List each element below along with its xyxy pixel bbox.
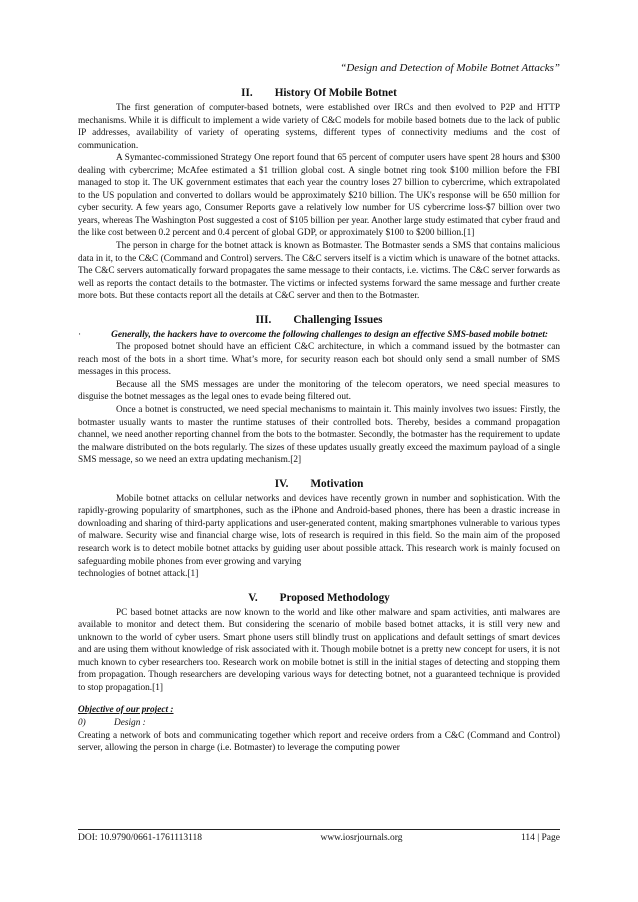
section-methodology (78, 591, 560, 695)
section-number: V. (248, 591, 258, 604)
section-heading (78, 313, 560, 327)
paragraph: technologies of botnet attack.[1] (78, 569, 199, 580)
objective-title: Objective of our project : (78, 705, 174, 716)
paragraph: Once a botnet is constructed, we need special mechanisms to maintain it. This mainly involves two issues: Firstly, the botmaster usually wants to master the runtime statuses of their controlled bots. Thereby, besides a command propagation channel, we need another reporting channel from the bots to the botmaster. Secondly, the botmaster has the requirement to update the malware distributed on the bots regularly. The sizes of these updates usually greatly exceed the maximum payload of a single SMS message, so we need an extra updating mechanism.[2] (78, 405, 560, 466)
section-title: Motivation (310, 477, 364, 490)
paragraph: The proposed botnet should have an efficient C&C architecture, in which a command issued by the botmaster can reach most of the bots in a short time. What’s more, for security reason each bot should only send a small number of SMS messages in this process. (78, 342, 560, 378)
paragraph: Creating a network of bots and communicating together which report and receive orders from a C&C (Command and Control) server, allowing the person in charge (i.e. Botmaster) to leverage the computing power (78, 730, 560, 754)
paragraph: PC based botnet attacks are now known to the world and like other malware and spam activities, anti malwares are available to monitor and detect them. But considering the scenario of mobile based botnet attacks, it is still very new and unknown to the world of cyber users. Smart phone users still blindly trust on applications and default settings of smart devices and are using them without knowledge of risk associated with it. Though mobile botnet is a pretty new concept for users, it is not much known to cyber researchers too. Research work on mobile botnet is still in the initial stages of detecting and stopping them from propagation. Though researchers are developing various ways for detecting botnet, not a guaranteed technique is provided to stop propagation.[1] (78, 607, 560, 693)
section-objective (78, 704, 560, 754)
paragraph: Because all the SMS messages are under the monitoring of the telecom operators, we need special measures to disguise the botnet messages as the legal ones to evade being filtered out. (78, 379, 560, 403)
section-title: Proposed Methodology (279, 591, 390, 604)
section-challenges (78, 313, 560, 467)
lead-text: Generally, the hackers have to overcome the following challenges to design an effective SMS-based mobile botnet: (111, 329, 549, 340)
page-footer (78, 829, 560, 843)
item-label: Design : (114, 717, 146, 728)
section-title: History Of Mobile Botnet (274, 87, 397, 99)
section-heading (78, 591, 560, 605)
objective-item (78, 717, 560, 730)
section-number: IV. (274, 477, 289, 490)
paragraph: Mobile botnet attacks on cellular networks and devices have recently grown in number and sophistication. With the rapidly-growing popularity of smartphones, such as the iPhone and Android-based phones, there has been a drastic increase in downloading and sharing of third-party applications and user-generated content, making smartphones vulnerable to various types of malware. Security wise and financial charge wise, lots of research is required in this field. So the main aim of the proposed research work is to detect mobile botnet attacks by guiding user about possible attack. This research work is mainly focused on safeguarding mobile phones from ever growing and varying (78, 493, 560, 567)
journal-site: www.iosrjournals.org (320, 833, 403, 843)
paragraph: The first generation of computer-based botnets, were established over IRCs and then evolved to P2P and HTTP mechanisms. While it is difficult to implement a wide variety of C&C models for mobile based botnets due to the lack of public IP addresses, availability of variety of operating systems, different types of connectivity mediums and the cost of communication. (78, 103, 560, 151)
page (78, 0, 560, 902)
section-title: Challenging Issues (293, 313, 383, 326)
article-body (78, 86, 560, 755)
section-heading (78, 477, 560, 491)
running-head: “Design and Detection of Mobile Botnet Attacks” (340, 62, 560, 74)
paragraph: A Symantec-commissioned Strategy One report found that 65 percent of computer users have spent 28 hours and $300 dealing with cybercrime; McAfee estimated a $1 trillion global cost. A single botnet ring took $100 million before the FBI managed to stop it. The UK government estimates that each year the country loses 27 billion to cybercrime, which extrapolated to the US population and converted to dollars would be approximately $210 billion. The UK's response will be 650 million for cyber security. A few years ago, Consumer Reports gave a relatively low number for US cybercrime loss-$7 billion over two years, whereas The Washington Post suggested a cost of $105 billion per year. Another large study estimated that cyber fraud and the like cost between 0.2 percent and 0.4 percent of global GDP, or approximately $100 to $200 billion.[1] (78, 153, 560, 239)
bullet-mark: · (78, 329, 82, 340)
paragraph: The person in charge for the botnet attack is known as Botmaster. The Botmaster sends a SMS that contains malicious data in it, to the C&C (Command and Control) servers. The C&C servers itself is a victim which is unaware of the botnet attacks. The C&C servers automatically forward propagates the same message to their contacts, i.e. victims. The C&C server forwards as well as reports the contact details to the botmaster. The victims or infected systems forward the same message and further create more bots. But these contacts report all the details at C&C server and then to the Botmaster. (78, 241, 560, 302)
section-motivation (78, 477, 560, 581)
section-number: II. (241, 87, 253, 99)
section-history (78, 86, 560, 303)
section-number: III. (255, 313, 272, 326)
lead-sentence (78, 329, 560, 342)
section-heading (78, 86, 560, 100)
item-number: 0) (78, 717, 86, 728)
page-number: 114 | Page (520, 833, 560, 843)
doi: DOI: 10.9790/0661-1761113118 (78, 833, 203, 843)
